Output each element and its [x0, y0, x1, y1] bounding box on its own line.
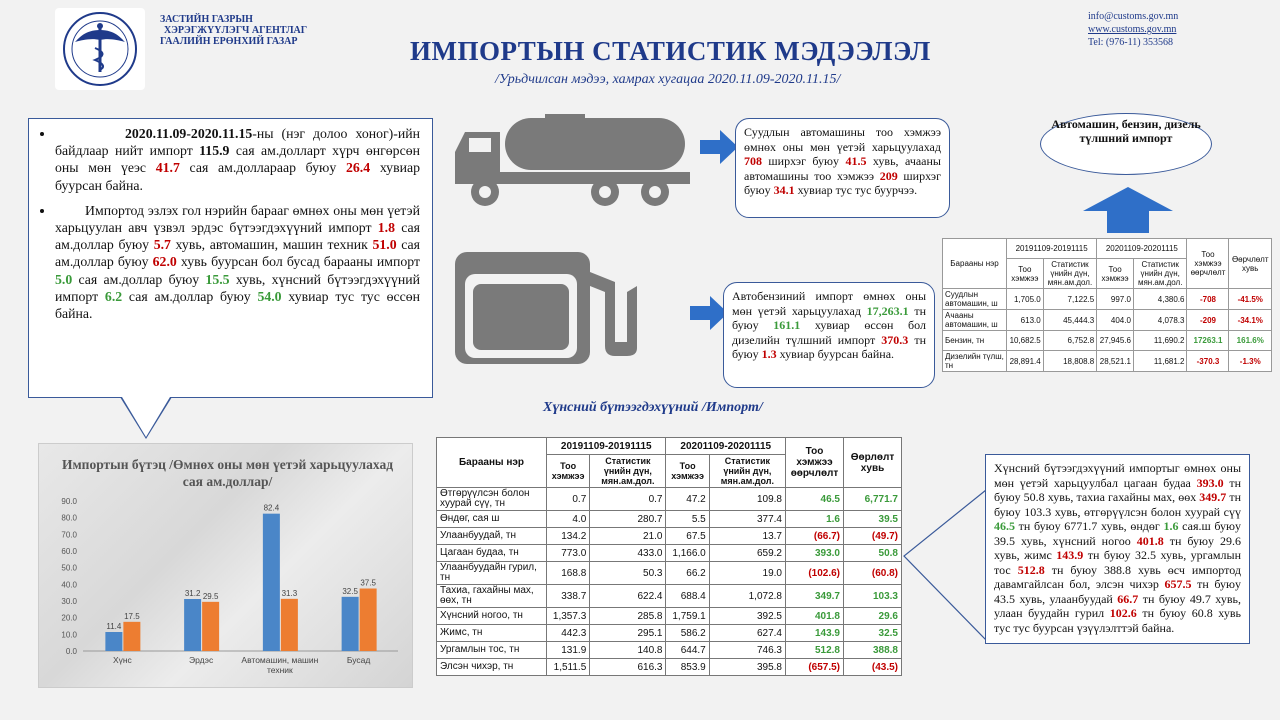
t2-qc: 401.8: [786, 608, 844, 625]
t1-name: Ачааны автомашин, ш: [943, 310, 1007, 331]
food-description: Хүнсний бүтээгдэхүүний импортыг өмнөх оны мөн үетэй харьцуулбал цагаан будаа 393.0 тн буюу 50.8 хувь, тахиа гахайны мах, өөх 349.7 тн буюу 103.3 хувь, өтгөрүүлсэн болон хуурай сүү 46.5 тн буюу 6771.7 хувь, өндөг 1.6 сая.ш буюу 39.5 хувь, хүнсний ногоо 401.8 тн буюу 29.6 хувь, жимс 143.9 тн буюу 32.5 хувь, ургамлын тос 512.8 тн буюу 388.8 хувь өсч импортод давамгайлсан бол, элсэн чихэр 657.5 тн буюу 43.5 хувь, улаанбуудай 66.7 тн буюу 49.7 хувь, улаан буудайн гурил 102.6 тн буюу 60.8 хувь тус тус буурсан үзүүлэлттэй байна.: [985, 454, 1250, 644]
t2-q2: 586.2: [666, 625, 709, 642]
x-tick-label: Автомашин, машин: [241, 655, 319, 665]
bar-2020-3: [360, 589, 377, 652]
bar-2019-3: [342, 597, 359, 651]
t2-q2: 644.7: [666, 642, 709, 659]
t2-qc: 349.7: [786, 585, 844, 608]
table-row: [943, 351, 1272, 372]
y-tick-label: 60.0: [61, 547, 77, 556]
bar-2019-2: [263, 514, 280, 651]
vehicle-callout: Суудлын автомашины тоо хэмжээ өмнөх оны мөн үетэй харьцуулахад 708 ширхэг буюу 41.5 хувь, ачааны автомашины тоо хэмжээ 209 ширхэг буюу 34.1 хувиар тус тус буурчээ.: [735, 118, 950, 218]
t2-name: Жимс, тн: [437, 625, 547, 642]
t2-v1: 622.4: [590, 585, 666, 608]
customs-logo: [55, 8, 145, 90]
table-row: [943, 331, 1272, 351]
t2-h-pct: Өөрлөлт хувь: [844, 438, 902, 488]
t1-pc: 161.6%: [1229, 331, 1272, 351]
t2-pc: (49.7): [844, 528, 902, 545]
t2-v2: 19.0: [709, 562, 785, 585]
t2-pc: 39.5: [844, 511, 902, 528]
t1-v1: 7,122.5: [1043, 289, 1097, 310]
phone: Tel: (976-11) 353568: [1088, 37, 1174, 48]
vehicle-fuel-table: [942, 238, 1272, 372]
t2-q1: 1,357.3: [547, 608, 590, 625]
contact-info: [1088, 10, 1178, 49]
t1-v1: 18,808.8: [1043, 351, 1097, 372]
t2-q1: 773.0: [547, 545, 590, 562]
t2-q2: 688.4: [666, 585, 709, 608]
t1-h-qty1: Тоо хэмжээ: [1007, 259, 1044, 289]
arrow-right-icon: [700, 130, 738, 169]
t1-h-qchg: Тоо хэмжээ өөрчлөлт: [1187, 239, 1229, 289]
t2-qc: 393.0: [786, 545, 844, 562]
t2-v1: 21.0: [590, 528, 666, 545]
page-title: ИМПОРТЫН СТАТИСТИК МЭДЭЭЛЭЛ: [410, 36, 931, 66]
t1-h-pct: Өөрчлөлт хувь: [1229, 239, 1272, 289]
t2-v1: 0.7: [590, 488, 666, 511]
t2-name: Өтгөрүүлсэн болон хуурай сүү, тн: [437, 488, 547, 511]
t2-v1: 285.8: [590, 608, 666, 625]
t2-q2: 66.2: [666, 562, 709, 585]
t2-name: Ургамлын тос, тн: [437, 642, 547, 659]
summary-point-2: • Импортод эзлэх гол нэрийн барааг өмнөх оны мөн үетэй харьцуулан авч үзвэл эрдэс бүтээгдэхүүний импорт 1.8 сая ам.доллар буюу 5.7 хувь, автомашин, машин техник 51.0 сая ам.доллар буюу 62.0 хувь буурсан бол бусад барааны импорт 5.0 сая ам.доллар буюу 15.5 хувь, хүнсний бүтээгдэхүүний импорт 6.2 сая ам.доллар буюу 54.0 хувиар тус тус өссөн байна.: [55, 202, 420, 322]
t2-q1: 168.8: [547, 562, 590, 585]
t2-h-val1: Статистик үнийн дүн, мян.ам.дол.: [590, 455, 666, 488]
t2-name: Цагаан будаа, тн: [437, 545, 547, 562]
t2-qc: (102.6): [786, 562, 844, 585]
t2-v1: 616.3: [590, 659, 666, 676]
t1-q2: 997.0: [1097, 289, 1134, 310]
t2-pc: 50.8: [844, 545, 902, 562]
t1-h-p2: 20201109-20201115: [1097, 239, 1187, 259]
summary-box: [28, 118, 433, 398]
t2-q1: 131.9: [547, 642, 590, 659]
table-row: [437, 562, 902, 585]
org-line1: ЗАСТИЙН ГАЗРЫН: [160, 14, 253, 25]
table-row: [943, 289, 1272, 310]
food-table: [436, 437, 902, 676]
table-row: [437, 528, 902, 545]
data-label: 37.5: [360, 578, 376, 588]
t2-v2: 746.3: [709, 642, 785, 659]
food-section-title: Хүнсний бүтээгдэхүүний /Импорт/: [543, 400, 763, 415]
t1-pc: -34.1%: [1229, 310, 1272, 331]
t2-q2: 1,759.1: [666, 608, 709, 625]
x-tick-label: Хүнс: [112, 655, 132, 665]
t1-qc: -708: [1187, 289, 1229, 310]
data-label: 31.2: [184, 589, 201, 598]
t1-v1: 45,444.3: [1043, 310, 1097, 331]
t1-q2: 404.0: [1097, 310, 1134, 331]
t1-v2: 11,690.2: [1133, 331, 1187, 351]
table-row: [437, 642, 902, 659]
t2-pc: (60.8): [844, 562, 902, 585]
t2-h-p1: 20191109-20191115: [547, 438, 666, 455]
t2-q1: 134.2: [547, 528, 590, 545]
table-row: [437, 659, 902, 676]
summary-pointer: [122, 397, 170, 437]
t2-v2: 392.5: [709, 608, 785, 625]
arrow-up-icon: [1083, 187, 1173, 238]
page-subtitle: /Урьдчилсан мэдээ, хамрах хугацаа 2020.11.09-2020.11.15/: [495, 72, 841, 87]
y-tick-label: 0.0: [65, 647, 77, 656]
t2-pc: 32.5: [844, 625, 902, 642]
website-link[interactable]: www.customs.gov.mn: [1088, 24, 1177, 35]
t2-qc: 1.6: [786, 511, 844, 528]
t2-v2: 659.2: [709, 545, 785, 562]
tanker-truck-icon: [455, 112, 695, 210]
data-label: 82.4: [263, 503, 280, 513]
t1-q1: 1,705.0: [1007, 289, 1044, 310]
bar-2019-0: [105, 632, 122, 651]
t2-name: Тахиа, гахайны мах, өөх, тн: [437, 585, 547, 608]
y-tick-label: 10.0: [61, 630, 77, 640]
data-label: 31.3: [281, 588, 298, 598]
data-label: 29.5: [202, 591, 219, 601]
t2-q2: 67.5: [666, 528, 709, 545]
customs-emblem-icon: [55, 8, 145, 90]
data-label: 32.5: [342, 586, 358, 596]
t2-v2: 1,072.8: [709, 585, 785, 608]
table-row: [437, 511, 902, 528]
x-tick-label: Бусад: [346, 655, 371, 665]
y-tick-label: 70.0: [61, 530, 77, 540]
table-row: [437, 585, 902, 608]
t2-name: Элсэн чихэр, тн: [437, 659, 547, 676]
bar-2020-0: [123, 622, 140, 651]
t1-h-val2: Статистик үнийн дүн, мян.ам.дол.: [1133, 259, 1187, 289]
t2-pc: (43.5): [844, 659, 902, 676]
t2-q2: 47.2: [666, 488, 709, 511]
t1-q2: 27,945.6: [1097, 331, 1134, 351]
y-tick-label: 30.0: [61, 597, 77, 606]
t2-name: Улаанбуудай, тн: [437, 528, 547, 545]
t2-pc: 103.3: [844, 585, 902, 608]
t2-q2: 1,166.0: [666, 545, 709, 562]
t2-qc: 143.9: [786, 625, 844, 642]
fuel-callout: Автобензиний импорт өмнөх оны мөн үетэй харьцуулахад 17,263.1 тн буюу 161.1 хувиар өссөн бол дизелийн түлшний импорт 370.3 тн буюу 1.3 хувиар буурсан байна.: [723, 282, 935, 388]
t1-pc: -1.3%: [1229, 351, 1272, 372]
t1-name: Суудлын автомашин, ш: [943, 289, 1007, 310]
t2-q1: 0.7: [547, 488, 590, 511]
t2-qc: 46.5: [786, 488, 844, 511]
t2-name: Улаанбуудайн гурил, тн: [437, 562, 547, 585]
t1-q1: 613.0: [1007, 310, 1044, 331]
food-pointer: [902, 490, 988, 655]
t2-q1: 4.0: [547, 511, 590, 528]
t2-pc: 6,771.7: [844, 488, 902, 511]
t2-v1: 140.8: [590, 642, 666, 659]
t2-h-qty1: Тоо хэмжээ: [547, 455, 590, 488]
t2-q2: 853.9: [666, 659, 709, 676]
t2-v1: 280.7: [590, 511, 666, 528]
t2-h-val2: Статистик үнийн дүн, мян.ам.дол.: [709, 455, 785, 488]
table-row: [437, 545, 902, 562]
t1-name: Бензин, тн: [943, 331, 1007, 351]
bar-2020-1: [202, 602, 219, 651]
import-structure-chart: [38, 443, 413, 688]
y-tick-label: 90.0: [61, 497, 77, 506]
t1-name: Дизелийн түлш, тн: [943, 351, 1007, 372]
t1-q1: 10,682.5: [1007, 331, 1044, 351]
org-name: [160, 14, 330, 47]
t2-q1: 338.7: [547, 585, 590, 608]
t2-v2: 377.4: [709, 511, 785, 528]
data-label: 17.5: [124, 611, 140, 621]
t1-pc: -41.5%: [1229, 289, 1272, 310]
t2-qc: 512.8: [786, 642, 844, 659]
t2-h-item: Барааны нэр: [437, 438, 547, 488]
t2-v1: 433.0: [590, 545, 666, 562]
y-tick-label: 20.0: [61, 613, 77, 623]
org-line3: ГААЛИЙН ЕРӨНХИЙ ГАЗАР: [160, 36, 298, 47]
t2-v1: 50.3: [590, 562, 666, 585]
t2-qc: (66.7): [786, 528, 844, 545]
t1-h-item: Барааны нэр: [943, 239, 1007, 289]
org-line2: ХЭРЭГЖҮҮЛЭГЧ АГЕНТЛАГ: [164, 25, 308, 36]
t2-v2: 109.8: [709, 488, 785, 511]
t1-q1: 28,891.4: [1007, 351, 1044, 372]
t2-q1: 442.3: [547, 625, 590, 642]
auto-fuel-heading: Автомашин, бензин, дизель түлшний импорт: [1040, 113, 1212, 175]
t2-qc: (657.5): [786, 659, 844, 676]
summary-point-1: • 2020.11.09-2020.11.15-ны (нэг долоо хоног)-ийн байдлаар нийт импорт 115.9 сая ам.долларт хүрч өнгөрсөн оны мөн үеэс 41.7 сая ам.доллараар буюу 26.4 хувиар буурсан байна.: [55, 125, 420, 194]
t2-v1: 295.1: [590, 625, 666, 642]
t1-v2: 4,078.3: [1133, 310, 1187, 331]
bar-2019-1: [184, 599, 201, 651]
table-row: [437, 488, 902, 511]
t1-q2: 28,521.1: [1097, 351, 1134, 372]
t1-v2: 11,681.2: [1133, 351, 1187, 372]
t2-q1: 1,511.5: [547, 659, 590, 676]
t2-h-p2: 20201109-20201115: [666, 438, 786, 455]
t1-qc: 17263.1: [1187, 331, 1229, 351]
t2-name: Хүнсний ногоо, тн: [437, 608, 547, 625]
t2-v2: 395.8: [709, 659, 785, 676]
t2-pc: 388.8: [844, 642, 902, 659]
t1-qc: -209: [1187, 310, 1229, 331]
x-tick-label-2: техник: [267, 665, 293, 675]
table-row: [943, 310, 1272, 331]
table-row: [437, 608, 902, 625]
t1-v2: 4,380.6: [1133, 289, 1187, 310]
t2-pc: 29.6: [844, 608, 902, 625]
t2-h-qchg: Тоо хэмжээ өөрчлөлт: [786, 438, 844, 488]
t2-v2: 627.4: [709, 625, 785, 642]
t2-v2: 13.7: [709, 528, 785, 545]
t1-qc: -370.3: [1187, 351, 1229, 372]
t1-h-qty2: Тоо хэмжээ: [1097, 259, 1134, 289]
y-tick-label: 40.0: [61, 580, 77, 590]
y-tick-label: 80.0: [61, 513, 77, 523]
t1-h-val1: Статистик үнийн дүн, мян.ам.дол.: [1043, 259, 1097, 289]
fuel-pump-icon: [455, 252, 640, 370]
t2-q2: 5.5: [666, 511, 709, 528]
bar-2020-2: [281, 599, 298, 651]
data-label: 11.4: [106, 622, 122, 631]
x-tick-label: Эрдэс: [188, 655, 214, 665]
email-link[interactable]: info@customs.gov.mn: [1088, 11, 1179, 22]
t2-h-qty2: Тоо хэмжээ: [666, 455, 709, 488]
y-tick-label: 50.0: [61, 563, 77, 573]
chart-title: Импортын бүтэц /Өмнөх оны мөн үетэй харьцуулахад сая ам.доллар/: [61, 457, 394, 489]
table-row: [437, 625, 902, 642]
t2-name: Өндөг, сая ш: [437, 511, 547, 528]
t1-h-p1: 20191109-20191115: [1007, 239, 1097, 259]
t1-v1: 6,752.8: [1043, 331, 1097, 351]
